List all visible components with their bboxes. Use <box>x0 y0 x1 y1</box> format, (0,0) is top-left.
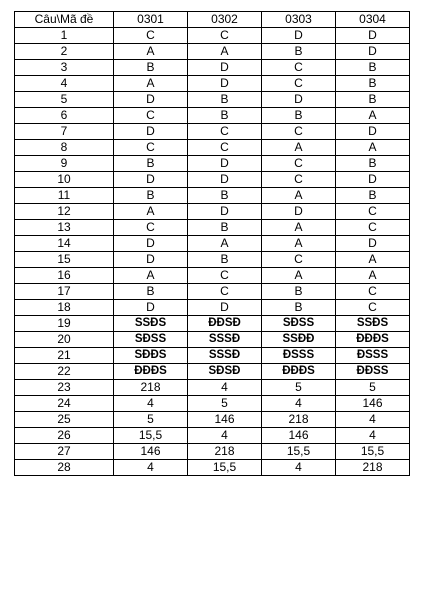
question-number-cell: 5 <box>15 92 114 108</box>
answer-cell: C <box>336 284 410 300</box>
question-number-cell: 3 <box>15 60 114 76</box>
answer-cell: SSSĐ <box>188 332 262 348</box>
answer-cell: 4 <box>262 460 336 476</box>
table-row <box>15 252 410 268</box>
table-row <box>15 188 410 204</box>
answer-cell: 15,5 <box>188 460 262 476</box>
answer-cell: 4 <box>114 460 188 476</box>
question-number-cell: 19 <box>15 316 114 332</box>
answer-cell: C <box>336 300 410 316</box>
table-row <box>15 316 410 332</box>
answer-cell: B <box>114 284 188 300</box>
table-row <box>15 28 410 44</box>
question-number-cell: 13 <box>15 220 114 236</box>
answer-cell: 5 <box>188 396 262 412</box>
answer-cell: B <box>114 156 188 172</box>
question-number-cell: 6 <box>15 108 114 124</box>
answer-cell: B <box>114 188 188 204</box>
table-row <box>15 460 410 476</box>
question-number-cell: 27 <box>15 444 114 460</box>
answer-cell: SĐSS <box>262 316 336 332</box>
answer-cell: B <box>336 92 410 108</box>
answer-cell: C <box>188 28 262 44</box>
answer-cell: A <box>336 268 410 284</box>
answer-cell: D <box>336 44 410 60</box>
answer-cell: D <box>188 156 262 172</box>
table-row <box>15 172 410 188</box>
table-row <box>15 396 410 412</box>
answer-cell: C <box>262 76 336 92</box>
answer-cell: 146 <box>262 428 336 444</box>
answer-cell: A <box>262 236 336 252</box>
table-row <box>15 412 410 428</box>
answer-cell: A <box>336 108 410 124</box>
table-row <box>15 380 410 396</box>
answer-cell: D <box>114 252 188 268</box>
answer-cell: D <box>336 124 410 140</box>
question-number-cell: 10 <box>15 172 114 188</box>
table-row <box>15 236 410 252</box>
answer-cell: B <box>262 300 336 316</box>
question-number-cell: 17 <box>15 284 114 300</box>
question-number-cell: 25 <box>15 412 114 428</box>
answer-cell: D <box>114 300 188 316</box>
answer-cell: SSĐS <box>114 316 188 332</box>
answer-cell: D <box>262 28 336 44</box>
question-number-cell: 24 <box>15 396 114 412</box>
answer-cell: SĐĐS <box>114 348 188 364</box>
answer-cell: 218 <box>188 444 262 460</box>
answer-cell: D <box>188 76 262 92</box>
question-number-cell: 20 <box>15 332 114 348</box>
table-row <box>15 156 410 172</box>
question-number-cell: 15 <box>15 252 114 268</box>
question-number-cell: 14 <box>15 236 114 252</box>
answer-cell: B <box>114 60 188 76</box>
answer-cell: C <box>336 204 410 220</box>
answer-cell: C <box>188 124 262 140</box>
answer-cell: SĐSĐ <box>188 364 262 380</box>
answer-cell: C <box>262 252 336 268</box>
table-row <box>15 444 410 460</box>
answer-cell: B <box>188 92 262 108</box>
question-number-cell: 22 <box>15 364 114 380</box>
question-number-cell: 4 <box>15 76 114 92</box>
answer-cell: A <box>262 268 336 284</box>
answer-cell: B <box>336 60 410 76</box>
question-number-cell: 11 <box>15 188 114 204</box>
answer-cell: 4 <box>114 396 188 412</box>
answer-cell: 218 <box>114 380 188 396</box>
answer-cell: 5 <box>262 380 336 396</box>
answer-cell: SSĐĐ <box>262 332 336 348</box>
answer-cell: B <box>336 76 410 92</box>
answer-cell: A <box>262 188 336 204</box>
answer-cell: C <box>114 220 188 236</box>
answer-cell: A <box>114 76 188 92</box>
table-row <box>15 76 410 92</box>
answer-cell: 4 <box>336 412 410 428</box>
answer-cell: A <box>336 140 410 156</box>
table-row <box>15 428 410 444</box>
answer-cell: D <box>188 60 262 76</box>
question-number-cell: 28 <box>15 460 114 476</box>
header-code-0301: 0301 <box>114 12 188 28</box>
answer-cell: B <box>336 188 410 204</box>
question-number-cell: 12 <box>15 204 114 220</box>
table-row <box>15 60 410 76</box>
table-row <box>15 332 410 348</box>
question-number-cell: 7 <box>15 124 114 140</box>
answer-cell: B <box>188 188 262 204</box>
answer-cell: 146 <box>114 444 188 460</box>
answer-cell: D <box>114 92 188 108</box>
table-row <box>15 284 410 300</box>
answer-cell: B <box>336 156 410 172</box>
answer-cell: 15,5 <box>336 444 410 460</box>
answer-cell: D <box>114 172 188 188</box>
table-row <box>15 108 410 124</box>
answer-cell: C <box>262 60 336 76</box>
answer-cell: C <box>114 28 188 44</box>
answer-cell: B <box>188 108 262 124</box>
answer-cell: ĐĐĐS <box>114 364 188 380</box>
answer-cell: B <box>262 44 336 60</box>
answer-cell: D <box>336 236 410 252</box>
question-number-cell: 9 <box>15 156 114 172</box>
question-number-cell: 26 <box>15 428 114 444</box>
answer-table-body <box>15 28 410 476</box>
answer-cell: 15,5 <box>262 444 336 460</box>
answer-cell: ĐĐSS <box>336 364 410 380</box>
question-number-cell: 8 <box>15 140 114 156</box>
answer-cell: C <box>262 124 336 140</box>
table-row <box>15 268 410 284</box>
answer-cell: 218 <box>336 460 410 476</box>
answer-cell: ĐĐSĐ <box>188 316 262 332</box>
answer-cell: C <box>262 172 336 188</box>
answer-cell: A <box>114 204 188 220</box>
answer-cell: B <box>262 284 336 300</box>
answer-cell: A <box>188 44 262 60</box>
answer-cell: 4 <box>262 396 336 412</box>
table-row <box>15 300 410 316</box>
table-row <box>15 348 410 364</box>
answer-cell: ĐSSS <box>262 348 336 364</box>
question-number-cell: 23 <box>15 380 114 396</box>
table-row <box>15 364 410 380</box>
answer-cell: A <box>262 140 336 156</box>
question-number-cell: 2 <box>15 44 114 60</box>
answer-cell: SSSĐ <box>188 348 262 364</box>
answer-cell: C <box>114 140 188 156</box>
header-question-code: Câu\Mã đề <box>15 12 114 28</box>
table-row <box>15 140 410 156</box>
answer-cell: 5 <box>336 380 410 396</box>
answer-cell: C <box>188 140 262 156</box>
header-code-0304: 0304 <box>336 12 410 28</box>
question-number-cell: 16 <box>15 268 114 284</box>
table-row <box>15 124 410 140</box>
answer-cell: D <box>262 204 336 220</box>
answer-cell: B <box>188 220 262 236</box>
table-row <box>15 220 410 236</box>
answer-cell: D <box>188 172 262 188</box>
answer-cell: 146 <box>188 412 262 428</box>
question-number-cell: 1 <box>15 28 114 44</box>
answer-cell: C <box>188 284 262 300</box>
answer-cell: 5 <box>114 412 188 428</box>
answer-cell: D <box>114 124 188 140</box>
answer-cell: 146 <box>336 396 410 412</box>
answer-cell: 218 <box>262 412 336 428</box>
header-code-0302: 0302 <box>188 12 262 28</box>
answer-cell: D <box>336 172 410 188</box>
answer-cell: D <box>188 300 262 316</box>
table-row <box>15 204 410 220</box>
answer-cell: A <box>188 236 262 252</box>
answer-cell: ĐĐĐS <box>336 332 410 348</box>
answer-cell: 15,5 <box>114 428 188 444</box>
answer-cell: D <box>114 236 188 252</box>
question-number-cell: 18 <box>15 300 114 316</box>
answer-cell: 4 <box>336 428 410 444</box>
header-row <box>15 12 410 28</box>
answer-cell: C <box>114 108 188 124</box>
table-row <box>15 92 410 108</box>
answer-cell: D <box>262 92 336 108</box>
answer-cell: B <box>188 252 262 268</box>
answer-cell: C <box>188 268 262 284</box>
answer-cell: A <box>114 44 188 60</box>
answer-cell: D <box>188 204 262 220</box>
answer-cell: C <box>336 220 410 236</box>
answer-cell: C <box>262 156 336 172</box>
answer-cell: 4 <box>188 428 262 444</box>
table-row <box>15 44 410 60</box>
answer-cell: 4 <box>188 380 262 396</box>
answer-cell: B <box>262 108 336 124</box>
answer-cell: ĐSSS <box>336 348 410 364</box>
answer-cell: D <box>336 28 410 44</box>
answer-cell: SĐSS <box>114 332 188 348</box>
answer-key-table <box>14 11 410 476</box>
answer-cell: A <box>336 252 410 268</box>
header-code-0303: 0303 <box>262 12 336 28</box>
question-number-cell: 21 <box>15 348 114 364</box>
answer-cell: SSĐS <box>336 316 410 332</box>
answer-cell: ĐĐĐS <box>262 364 336 380</box>
answer-cell: A <box>114 268 188 284</box>
answer-cell: A <box>262 220 336 236</box>
